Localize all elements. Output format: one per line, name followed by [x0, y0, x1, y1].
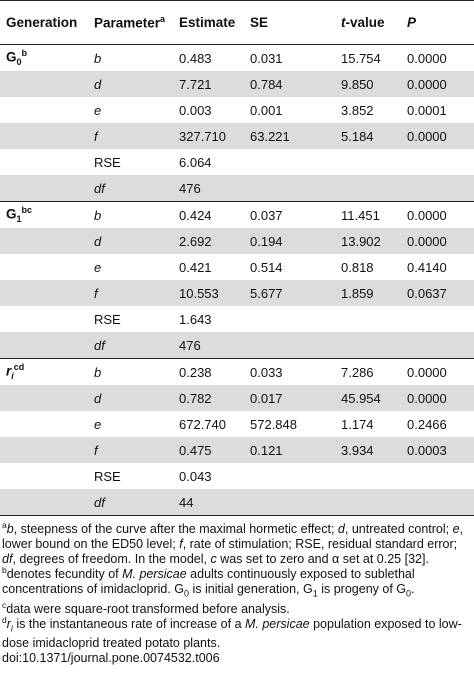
- t-value-cell: 15.754: [341, 50, 381, 66]
- t-value-cell: 11.451: [335, 202, 401, 229]
- footnote-a-d: d: [337, 522, 345, 536]
- footnote-c-text: data were square-root transformed before analysis.: [6, 601, 290, 616]
- p-value-cell: [401, 332, 474, 359]
- parameter-cell: f: [88, 437, 173, 463]
- footnote-c-marker: c: [2, 599, 7, 610]
- parameter-cell: df: [88, 489, 173, 516]
- p-value-cell: 0.4140: [407, 259, 447, 275]
- generation-cell: [0, 280, 88, 306]
- p-value-cell: [401, 149, 474, 175]
- generation-cell: [0, 175, 88, 202]
- generation-cell: [0, 149, 88, 175]
- table-row: [0, 306, 474, 332]
- se-cell: 0.033: [244, 359, 335, 386]
- se-cell: 0.037: [244, 202, 335, 229]
- parameter-cell: RSE: [94, 154, 121, 170]
- estimate-cell: 0.483: [179, 50, 212, 66]
- generation-cell: [0, 489, 88, 516]
- generation-cell: [0, 411, 88, 437]
- estimate-cell: 7.721: [173, 71, 244, 97]
- parameter-cell: RSE: [94, 468, 121, 484]
- table-row: [0, 463, 474, 489]
- header-parameter-text: Parameter: [94, 15, 161, 31]
- table-row: [0, 437, 474, 463]
- p-value-cell: 0.0000: [401, 71, 474, 97]
- se-cell: 63.221: [244, 123, 335, 149]
- generation-cell: [0, 306, 88, 332]
- p-value-cell: [401, 306, 474, 332]
- generation-cell: [0, 359, 88, 386]
- t-value-cell: [335, 306, 401, 332]
- generation-cell: [0, 228, 88, 254]
- footnote-b-t5: .: [411, 582, 415, 596]
- p-value-cell: [401, 175, 474, 202]
- generation-label-footnote: b: [21, 48, 28, 59]
- header-parameter-footnote: a: [160, 14, 166, 25]
- se-cell: [244, 175, 335, 202]
- estimate-cell: 6.064: [179, 154, 212, 170]
- generation-label-sub: 1: [16, 214, 22, 225]
- t-value-cell: [335, 175, 401, 202]
- generation-cell: [0, 385, 88, 411]
- parameter-cell: e: [94, 102, 102, 118]
- table-row: [0, 71, 474, 97]
- footnote-a-b: b: [6, 522, 14, 536]
- footnote-b-sub2: 0: [406, 588, 412, 599]
- se-cell: 0.001: [250, 102, 283, 118]
- generation-label: G: [6, 206, 17, 222]
- p-value-cell: 0.0003: [401, 437, 474, 463]
- estimate-cell: 10.553: [173, 280, 244, 306]
- se-cell: [244, 463, 335, 489]
- p-value-cell: 0.0000: [401, 228, 474, 254]
- t-value-cell: 1.859: [335, 280, 401, 306]
- footnote-d: [2, 614, 474, 652]
- parameter-cell: e: [94, 259, 102, 275]
- p-value-cell: 0.0000: [401, 359, 474, 386]
- footnote-d-marker: d: [2, 614, 7, 625]
- footnotes: [2, 519, 474, 666]
- table-row: [0, 254, 474, 280]
- header-se: SE: [244, 1, 335, 45]
- t-value-cell: [335, 489, 401, 516]
- generation-label-sub: i: [11, 371, 14, 382]
- table-row: [0, 149, 474, 175]
- generation-cell: [0, 463, 88, 489]
- t-value-cell: 45.954: [335, 385, 401, 411]
- p-value-cell: 0.0001: [407, 102, 447, 118]
- t-value-cell: [335, 149, 401, 175]
- footnote-b-sub0: 0: [184, 588, 190, 599]
- table-row: [0, 228, 474, 254]
- table-row: [0, 411, 474, 437]
- table-row: [0, 45, 474, 72]
- estimate-cell: 2.692: [173, 228, 244, 254]
- parameter-cell: d: [88, 71, 173, 97]
- se-cell: 572.848: [250, 416, 297, 432]
- estimate-cell: 0.475: [173, 437, 244, 463]
- footnote-a-c: c: [210, 552, 217, 566]
- footnote-d-sub: i: [10, 623, 13, 633]
- generation-cell: [0, 123, 88, 149]
- footnote-a-e: e: [452, 522, 460, 536]
- estimate-cell: 476: [173, 175, 244, 202]
- table-row: [0, 332, 474, 359]
- se-cell: [244, 149, 335, 175]
- p-value-cell: [401, 489, 474, 516]
- t-value-cell: 9.850: [335, 71, 401, 97]
- header-p: P: [401, 1, 474, 45]
- t-value-cell: 7.286: [335, 359, 401, 386]
- generation-cell: [0, 45, 88, 72]
- parameter-cell: df: [88, 332, 173, 359]
- header-t-italic: t: [341, 15, 346, 30]
- header-parameter: [88, 1, 173, 45]
- footnote-b-marker: b: [2, 564, 7, 575]
- footnote-d-t2: population exposed to low-dose imidacloprid treated potato plants.: [2, 616, 462, 650]
- p-value-cell: 0.0000: [407, 50, 447, 66]
- generation-cell: [0, 97, 88, 123]
- header-t-value: [335, 1, 401, 45]
- parameter-cell: f: [88, 280, 173, 306]
- se-cell: 5.677: [244, 280, 335, 306]
- generation-label-sub: 0: [16, 57, 22, 68]
- generation-cell: [0, 437, 88, 463]
- estimate-cell: 0.421: [179, 259, 212, 275]
- table-row: [0, 175, 474, 202]
- generation-cell: [0, 254, 88, 280]
- estimate-cell: 0.043: [179, 468, 212, 484]
- t-value-cell: 3.852: [341, 102, 374, 118]
- estimate-cell: 0.003: [179, 102, 212, 118]
- t-value-cell: 3.934: [335, 437, 401, 463]
- footnote-c: [2, 599, 474, 617]
- table-row: [0, 359, 474, 386]
- parameter-cell: b: [94, 50, 102, 66]
- generation-cell: [0, 202, 88, 229]
- doi-line: doi:10.1371/journal.pone.0074532.t006: [2, 651, 220, 665]
- footnote-a-t2: , untreated control;: [344, 522, 453, 536]
- header-row: [0, 1, 474, 45]
- footnote-b-t3: is initial generation, G: [189, 582, 313, 596]
- footnote-b-t2: adults continuously exposed to sublethal concentrations of imidacloprid. G: [2, 567, 415, 596]
- p-value-cell: 0.0000: [401, 385, 474, 411]
- generation-cell: [0, 332, 88, 359]
- estimate-cell: 672.740: [179, 416, 226, 432]
- table-row: [0, 385, 474, 411]
- se-cell: [244, 332, 335, 359]
- footnote-a: [2, 519, 474, 567]
- table-row: [0, 97, 474, 123]
- generation-cell: [0, 71, 88, 97]
- parameter-cell: RSE: [94, 311, 121, 327]
- generation-label: r: [6, 363, 12, 379]
- table-row: [0, 123, 474, 149]
- se-cell: [244, 306, 335, 332]
- p-value-cell: 0.0000: [401, 202, 474, 229]
- footnote-d-t1: is the instantaneous rate of increase of a: [12, 616, 245, 631]
- t-value-cell: 13.902: [335, 228, 401, 254]
- footnote-a-t1: , steepness of the curve after the maximal hormetic effect;: [13, 522, 338, 536]
- p-value-cell: 0.0000: [401, 123, 474, 149]
- t-value-cell: [335, 332, 401, 359]
- se-cell: 0.017: [244, 385, 335, 411]
- se-cell: 0.031: [250, 50, 283, 66]
- footnote-a-df: df: [2, 552, 13, 566]
- t-value-cell: 1.174: [341, 416, 374, 432]
- table-row: [0, 280, 474, 306]
- parameter-cell: d: [88, 385, 173, 411]
- footnote-d-species: M. persicae: [245, 616, 310, 631]
- parameter-cell: e: [94, 416, 102, 432]
- estimate-cell: 476: [173, 332, 244, 359]
- p-value-cell: 0.0637: [401, 280, 474, 306]
- parameter-cell: b: [88, 359, 173, 386]
- t-value-cell: [335, 463, 401, 489]
- parameter-cell: f: [88, 123, 173, 149]
- se-cell: 0.121: [244, 437, 335, 463]
- footnote-a-t6: was set to zero and α set at 0.25 [32].: [216, 552, 429, 566]
- footnote-b-species: M. persicae: [122, 567, 187, 581]
- estimate-cell: 0.424: [173, 202, 244, 229]
- se-cell: [244, 489, 335, 516]
- estimate-cell: 1.643: [179, 311, 212, 327]
- header-estimate: Estimate: [173, 1, 244, 45]
- parameter-cell: d: [88, 228, 173, 254]
- footnote-b-t4: is progeny of G: [317, 582, 406, 596]
- t-value-cell: 5.184: [335, 123, 401, 149]
- footnote-d-r: r: [6, 616, 11, 631]
- parameter-cell: b: [88, 202, 173, 229]
- p-value-cell: 0.2466: [407, 416, 447, 432]
- footnote-a-marker: a: [2, 519, 7, 530]
- table-body: [0, 45, 474, 516]
- se-cell: 0.784: [244, 71, 335, 97]
- table-row: [0, 489, 474, 516]
- footnote-a-f: f: [179, 537, 183, 551]
- estimate-cell: 44: [173, 489, 244, 516]
- footnote-b-t1: denotes fecundity of: [6, 567, 123, 581]
- table-row: [0, 202, 474, 229]
- p-value-cell: [401, 463, 474, 489]
- estimate-cell: 327.710: [173, 123, 244, 149]
- footnote-a-t4: , rate of stimulation; RSE, residual standard error;: [182, 537, 458, 551]
- estimate-cell: 0.782: [173, 385, 244, 411]
- se-cell: 0.194: [244, 228, 335, 254]
- footnote-a-t3: , lower bound on the ED50 level;: [2, 522, 464, 551]
- parameter-cell: df: [88, 175, 173, 202]
- generation-label: G: [6, 49, 17, 65]
- header-t-rest: -value: [345, 15, 385, 30]
- footnote-b: [2, 564, 474, 602]
- t-value-cell: 0.818: [341, 259, 374, 275]
- header-generation: Generation: [0, 1, 88, 45]
- footnote-b-sub1: 1: [312, 588, 318, 599]
- se-cell: 0.514: [250, 259, 283, 275]
- footnote-a-t5: , degrees of freedom. In the model,: [12, 552, 211, 566]
- estimate-cell: 0.238: [173, 359, 244, 386]
- generation-label-footnote: bc: [21, 205, 33, 216]
- generation-label-footnote: cd: [13, 362, 25, 373]
